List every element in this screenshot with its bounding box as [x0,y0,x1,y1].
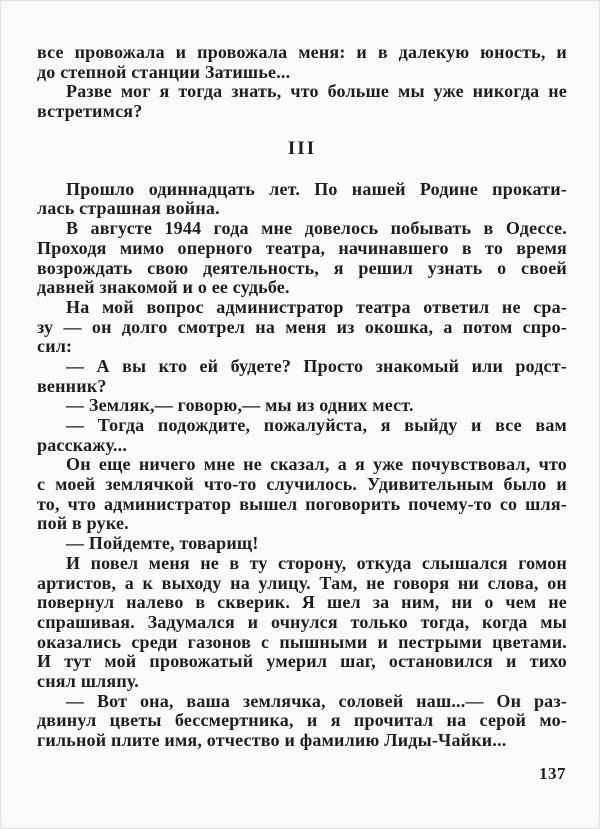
text-line: — Земляк,— говорю,— мы из одних мест. [66,396,414,416]
text-line: зу — он долго смотрел на меня из окошка, а потом спро- [37,317,567,337]
text-line: Проходя мимо оперного театра, начинавшего в то время [37,238,567,258]
text-line: сил: [37,337,73,357]
text-line: венник? [37,376,107,396]
text-line: повернул налево в скверик. Я шел за ним, ни о чем не [37,593,567,613]
text-line: двинул цветы бессмертника, и я прочитал на серой мо- [37,711,567,731]
text-line: до степной станции Затишье... [37,62,291,82]
section-heading: III [287,137,317,159]
text-line: — А вы кто ей будете? Просто знакомый или родст- [66,356,567,376]
page-text [37,43,567,751]
text-line: И повел меня не в ту сторону, откуда слышался гомон [66,553,567,573]
text-line: пой в руке. [37,514,129,534]
text-line: возрождать свою деятельность, я решил узнать о своей [37,258,567,278]
text-line: расскажу... [37,435,128,455]
text-line: лась страшная война. [37,199,220,219]
text-line: артистов, а к выходу на улицу. Там, не говоря ни слова, он [37,573,567,593]
page-number: 137 [539,764,566,783]
text-line: то, что администратор вышел поговорить почему-то со шля- [37,494,567,514]
text-line: Он еще ничего мне не сказал, а я уже почувствовал, что [66,455,567,475]
text-line: все провожала и провожала меня: и в далекую юность, и [37,43,567,62]
text-line: На мой вопрос администратор театра ответил не сра- [66,297,567,317]
text-line: с моей землячкой что-то случилось. Удивительным было и [37,475,567,495]
text-line: И тут мой провожатый умерил шаг, остановился и тихо [37,652,567,672]
text-line: гильной плите имя, отчество и фамилию Лиды-Чайки... [37,731,507,750]
text-line: — Тогда подождите, пожалуйста, я выйду и все вам [66,416,567,435]
post-heading-text [37,180,567,751]
text-line: — Пойдемте, товарищ! [66,534,259,554]
text-line: спрашивая. Задумался и очнулся только тогда, когда мы [37,612,567,632]
text-line: В августе 1944 года мне довелось побывать в Одессе. [66,219,567,239]
text-line: давней знакомой и о ее судьбе. [37,278,290,298]
text-line: снял шляпу. [37,671,139,691]
pre-heading-text [37,43,567,122]
text-line: — Вот она, ваша землячка, соловей наш...— Он раз- [66,691,567,711]
text-line: оказались среди газонов с пышными и пестрыми цветами. [37,632,567,652]
text-line: Прошло одиннадцать лет. По нашей Родине прокати- [66,179,567,199]
text-line: Разве мог я тогда знать, что больше мы уже никогда не [66,82,567,102]
text-line: встретимся? [37,102,143,122]
